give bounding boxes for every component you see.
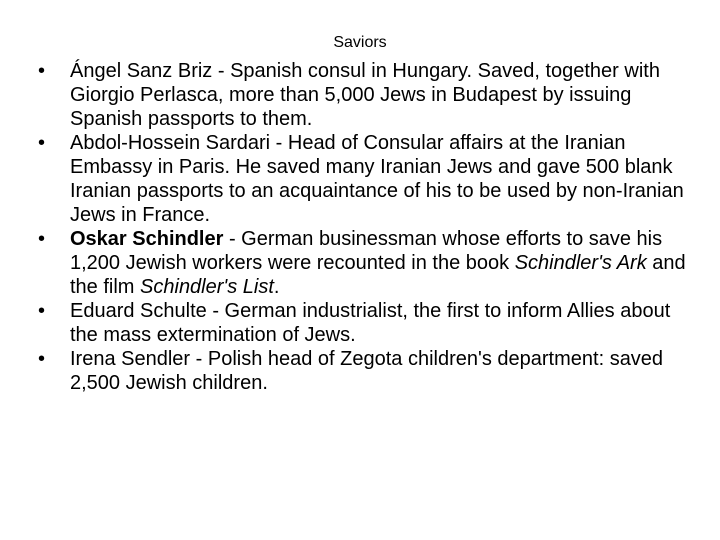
bullet-item-schulte [38,299,688,347]
slide-title: Saviors [333,34,387,51]
bullet-text: - German businessman whose efforts to save his 1,200 Jewish workers were recounted in the book [70,228,663,274]
bullet-list [38,59,688,395]
film-title: Schindler's List [140,276,274,298]
bullet-text: Irena Sendler - Polish head of Zegota children's department: saved 2,500 Jewish children. [70,348,664,394]
bullet-text: Eduard Schulte - German industrialist, the first to inform Allies about the mass extermination of Jews. [70,300,671,346]
bullet-text: . [273,276,280,298]
bullet-dot: • [38,300,46,322]
bullet-dot: • [38,60,46,82]
bullet-dot: • [38,132,46,154]
bullet-item-sendler [38,347,688,395]
bullet-item-sanz-briz [38,59,688,131]
bullet-text: and the film [70,252,686,298]
bullet-text: Abdol-Hossein Sardari - Head of Consular affairs at the Iranian Embassy in Paris. He saved many Iranian Jews and gave 500 blank Iranian passports to an acquaintance of his to be used by non-Iranian Jews in France. [70,132,684,226]
bullet-item-schindler [38,227,688,299]
bullet-name-bold: Oskar Schindler [70,228,224,250]
bullet-dot: • [38,348,46,370]
bullet-dot: • [38,228,46,250]
book-title: Schindler's Ark [514,252,647,274]
bullet-item-sardari [38,131,688,227]
bullet-text: Ángel Sanz Briz - Spanish consul in Hungary. Saved, together with Giorgio Perlasca, more than 5,000 Jews in Budapest by issuing Spanish passports to them. [70,60,660,130]
